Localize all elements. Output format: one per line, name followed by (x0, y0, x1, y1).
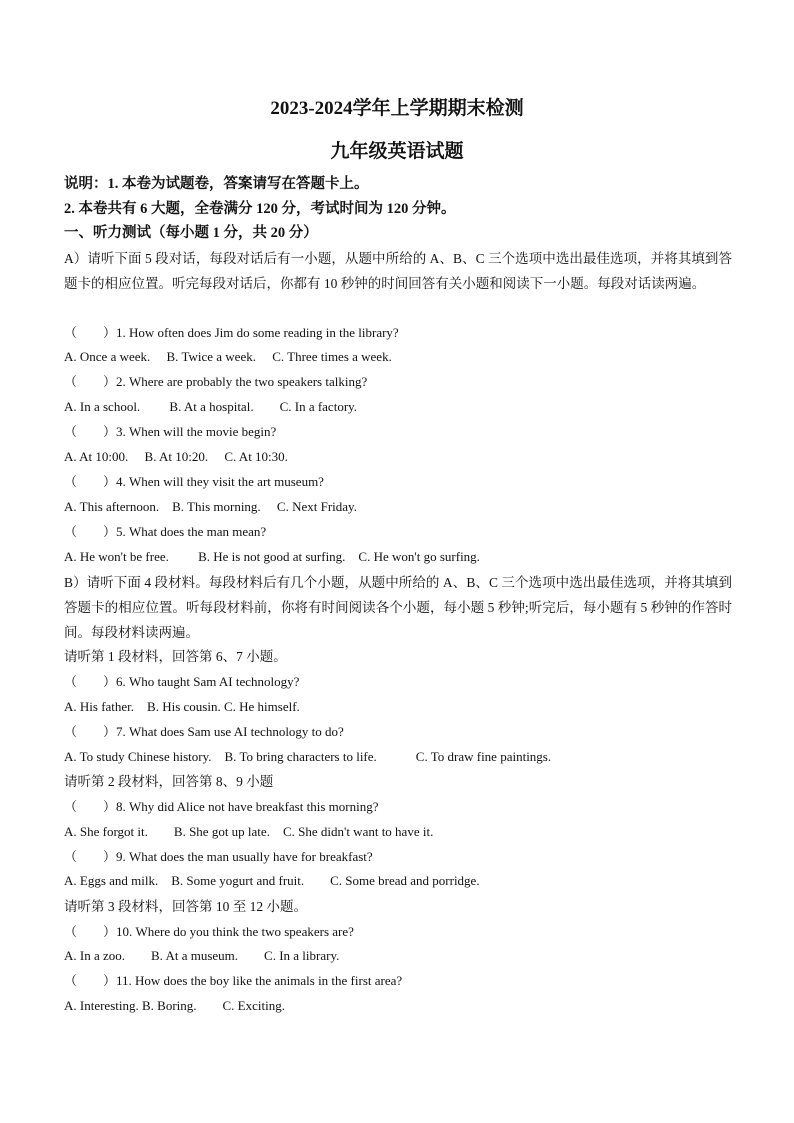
part-b-instructions: B）请听下面 4 段材料。每段材料后有几个小题，从题中所给的 A、B、C 三个选项中选出最佳选项，并将其填到答题卡的相应位置。听每段材料前，你将有时间阅读各个小题，每小题 5 秒钟;听完后，每小题有 5 秒钟的作答时间。每段材料读两遍。 (64, 575, 732, 640)
instruction-line-1: 说明：1. 本卷为试题卷，答案请写在答题卡上。 (64, 176, 369, 192)
exam-subtitle: 九年级英语试题 (330, 141, 464, 162)
part-a-instructions: A）请听下面 5 段对话，每段对话后有一小题，从题中所给的 A、B、C 三个选项中选出最佳选项，并将其填到答题卡的相应位置。听完每段对话后，你都有 10 秒钟的时间回答有关小题和阅读下一小题。每段对话读两遍。 (64, 251, 732, 291)
question-1-options: A. Once a week. B. Twice a week. C. Three times a week. (64, 349, 392, 364)
question-11-options: A. Interesting. B. Boring. C. Exciting. (64, 998, 285, 1013)
question-9-options: A. Eggs and milk. B. Some yogurt and fruit. C. Some bread and porridge. (64, 873, 480, 888)
exam-title: 2023-2024学年上学期期末检测 (270, 98, 524, 119)
material-1-heading: 请听第 1 段材料，回答第 6、7 小题。 (64, 649, 287, 664)
question-6-options: A. His father. B. His cousin. C. He himself. (64, 699, 300, 714)
question-3-options: A. At 10:00. B. At 10:20. C. At 10:30. (64, 449, 288, 464)
question-8-options: A. She forgot it. B. She got up late. C. She didn't want to have it. (64, 824, 434, 839)
question-10: （ ）10. Where do you think the two speakers are? (64, 924, 354, 939)
material-3-heading: 请听第 3 段材料，回答第 10 至 12 小题。 (64, 899, 307, 914)
material-2-heading: 请听第 2 段材料，回答第 8、9 小题 (64, 774, 274, 789)
question-11: （ ）11. How does the boy like the animals in the first area? (64, 973, 403, 988)
question-5: （ ）5. What does the man mean? (64, 524, 267, 539)
question-2: （ ）2. Where are probably the two speakers talking? (64, 374, 368, 389)
question-4-options: A. This afternoon. B. This morning. C. Next Friday. (64, 499, 357, 514)
question-7: （ ）7. What does Sam use AI technology to do? (64, 724, 344, 739)
question-5-options: A. He won't be free. B. He is not good at surfing. C. He won't go surfing. (64, 549, 480, 564)
question-4: （ ）4. When will they visit the art museum? (64, 474, 324, 489)
section-heading-listening: 一、听力测试（每小题 1 分，共 20 分） (64, 225, 318, 241)
question-8: （ ）8. Why did Alice not have breakfast this morning? (64, 799, 379, 814)
question-9: （ ）9. What does the man usually have for breakfast? (64, 849, 373, 864)
instruction-line-2: 2. 本卷共有 6 大题，全卷满分 120 分，考试时间为 120 分钟。 (64, 201, 456, 217)
question-2-options: A. In a school. B. At a hospital. C. In a factory. (64, 399, 358, 414)
question-3: （ ）3. When will the movie begin? (64, 424, 277, 439)
question-6: （ ）6. Who taught Sam AI technology? (64, 674, 300, 689)
question-10-options: A. In a zoo. B. At a museum. C. In a library. (64, 948, 340, 963)
question-7-options: A. To study Chinese history. B. To bring characters to life. C. To draw fine paintings. (64, 749, 552, 764)
question-1: （ ）1. How often does Jim do some reading in the library? (64, 325, 399, 340)
